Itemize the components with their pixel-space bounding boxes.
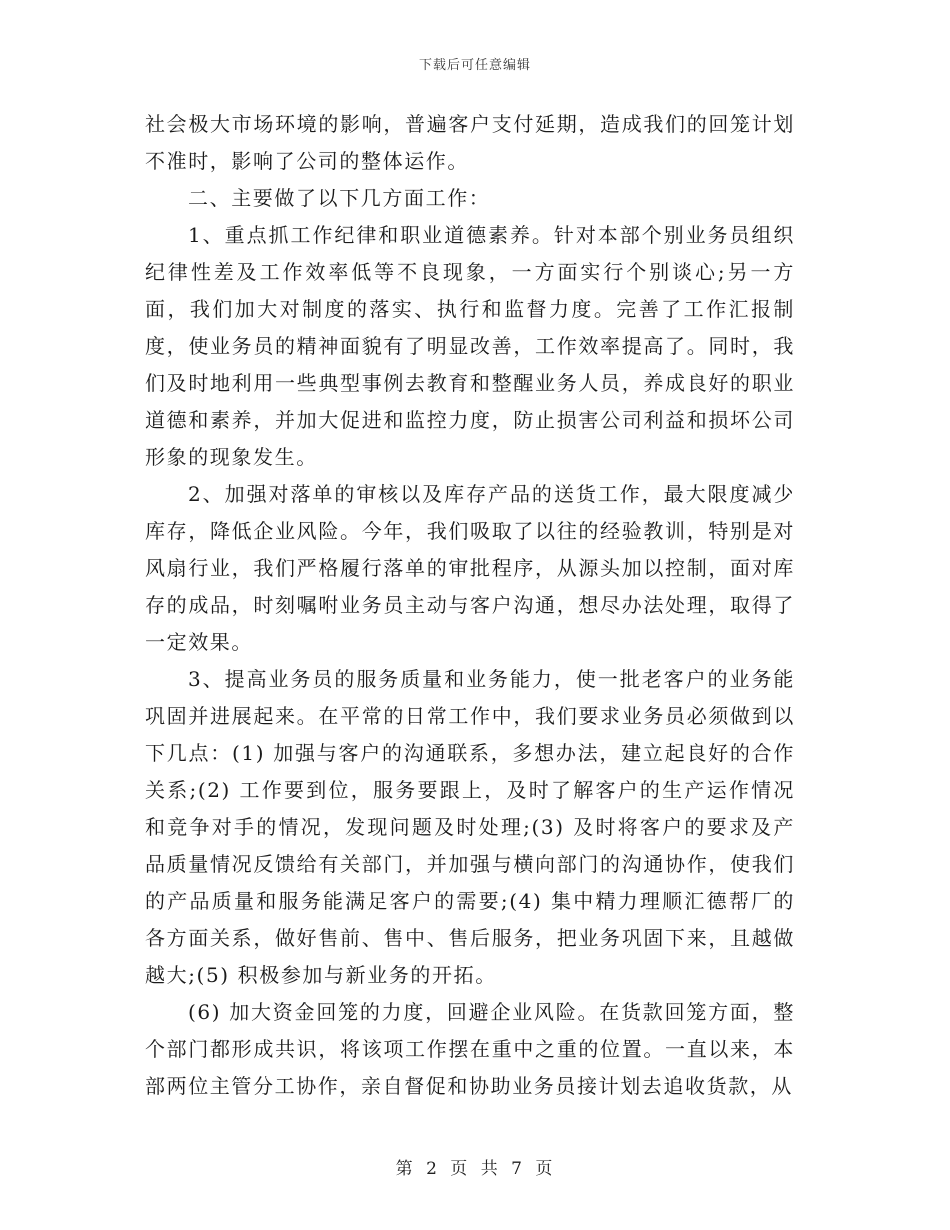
- page-number: 第 2 页 共 7 页: [395, 1159, 555, 1179]
- body-paragraph: 1、重点抓工作纪律和职业道德素养。针对本部个别业务员组织纪律性差及工作效率低等不良现象，一方面实行个别谈心;另一方面，我们加大对制度的落实、执行和监督力度。完善了工作汇报制度，使业务员的精神面貌有了明显改善，工作效率提高了。同时，我们及时地利用一些典型事例去教育和整醒业务人员，养成良好的职业道德和素养，并加大促进和监控力度，防止损害公司利益和损坏公司形象的现象发生。: [145, 223, 795, 469]
- body-paragraph: 2、加强对落单的审核以及库存产品的送货工作，最大限度减少库存，降低企业风险。今年，我们吸取了以往的经验教训，特别是对风扇行业，我们严格履行落单的审批程序，从源头加以控制，面对库存的成品，时刻嘱咐业务员主动与客户沟通，想尽办法处理，取得了一定效果。: [145, 482, 795, 654]
- section-heading: 二、主要做了以下几方面工作：: [188, 186, 491, 210]
- body-paragraph: 社会极大市场环境的影响，普遍客户支付延期，造成我们的回笼计划不准时，影响了公司的整体运作。: [145, 112, 795, 173]
- body-paragraph: (6) 加大资金回笼的力度，回避企业风险。在货款回笼方面，整个部门都形成共识，将该项工作摆在重中之重的位置。一直以来，本部两位主管分工协作，亲自督促和协助业务员接计划去追收货款，从: [145, 1000, 795, 1098]
- body-paragraph: 3、提高业务员的服务质量和业务能力，使一批老客户的业务能巩固并进展起来。在平常的日常工作中，我们要求业务员必须做到以下几点：(1) 加强与客户的沟通联系，多想办法，建立起良好的合作关系;(2) 工作要到位，服务要跟上，及时了解客户的生产运作情况和竞争对手的情况，发现问题及时处理;(3) 及时将客户的要求及产品质量情况反馈给有关部门，并加强与横向部门的沟通协作，使我们的产品质量和服务能满足客户的需要;(4) 集中精力理顺汇德帮厂的各方面关系，做好售前、售中、售后服务，把业务巩固下来，且越做越大;(5) 积极参加与新业务的开拓。: [145, 667, 795, 987]
- page-header: 下载后可任意编辑: [418, 58, 531, 73]
- document-body: [145, 106, 795, 1105]
